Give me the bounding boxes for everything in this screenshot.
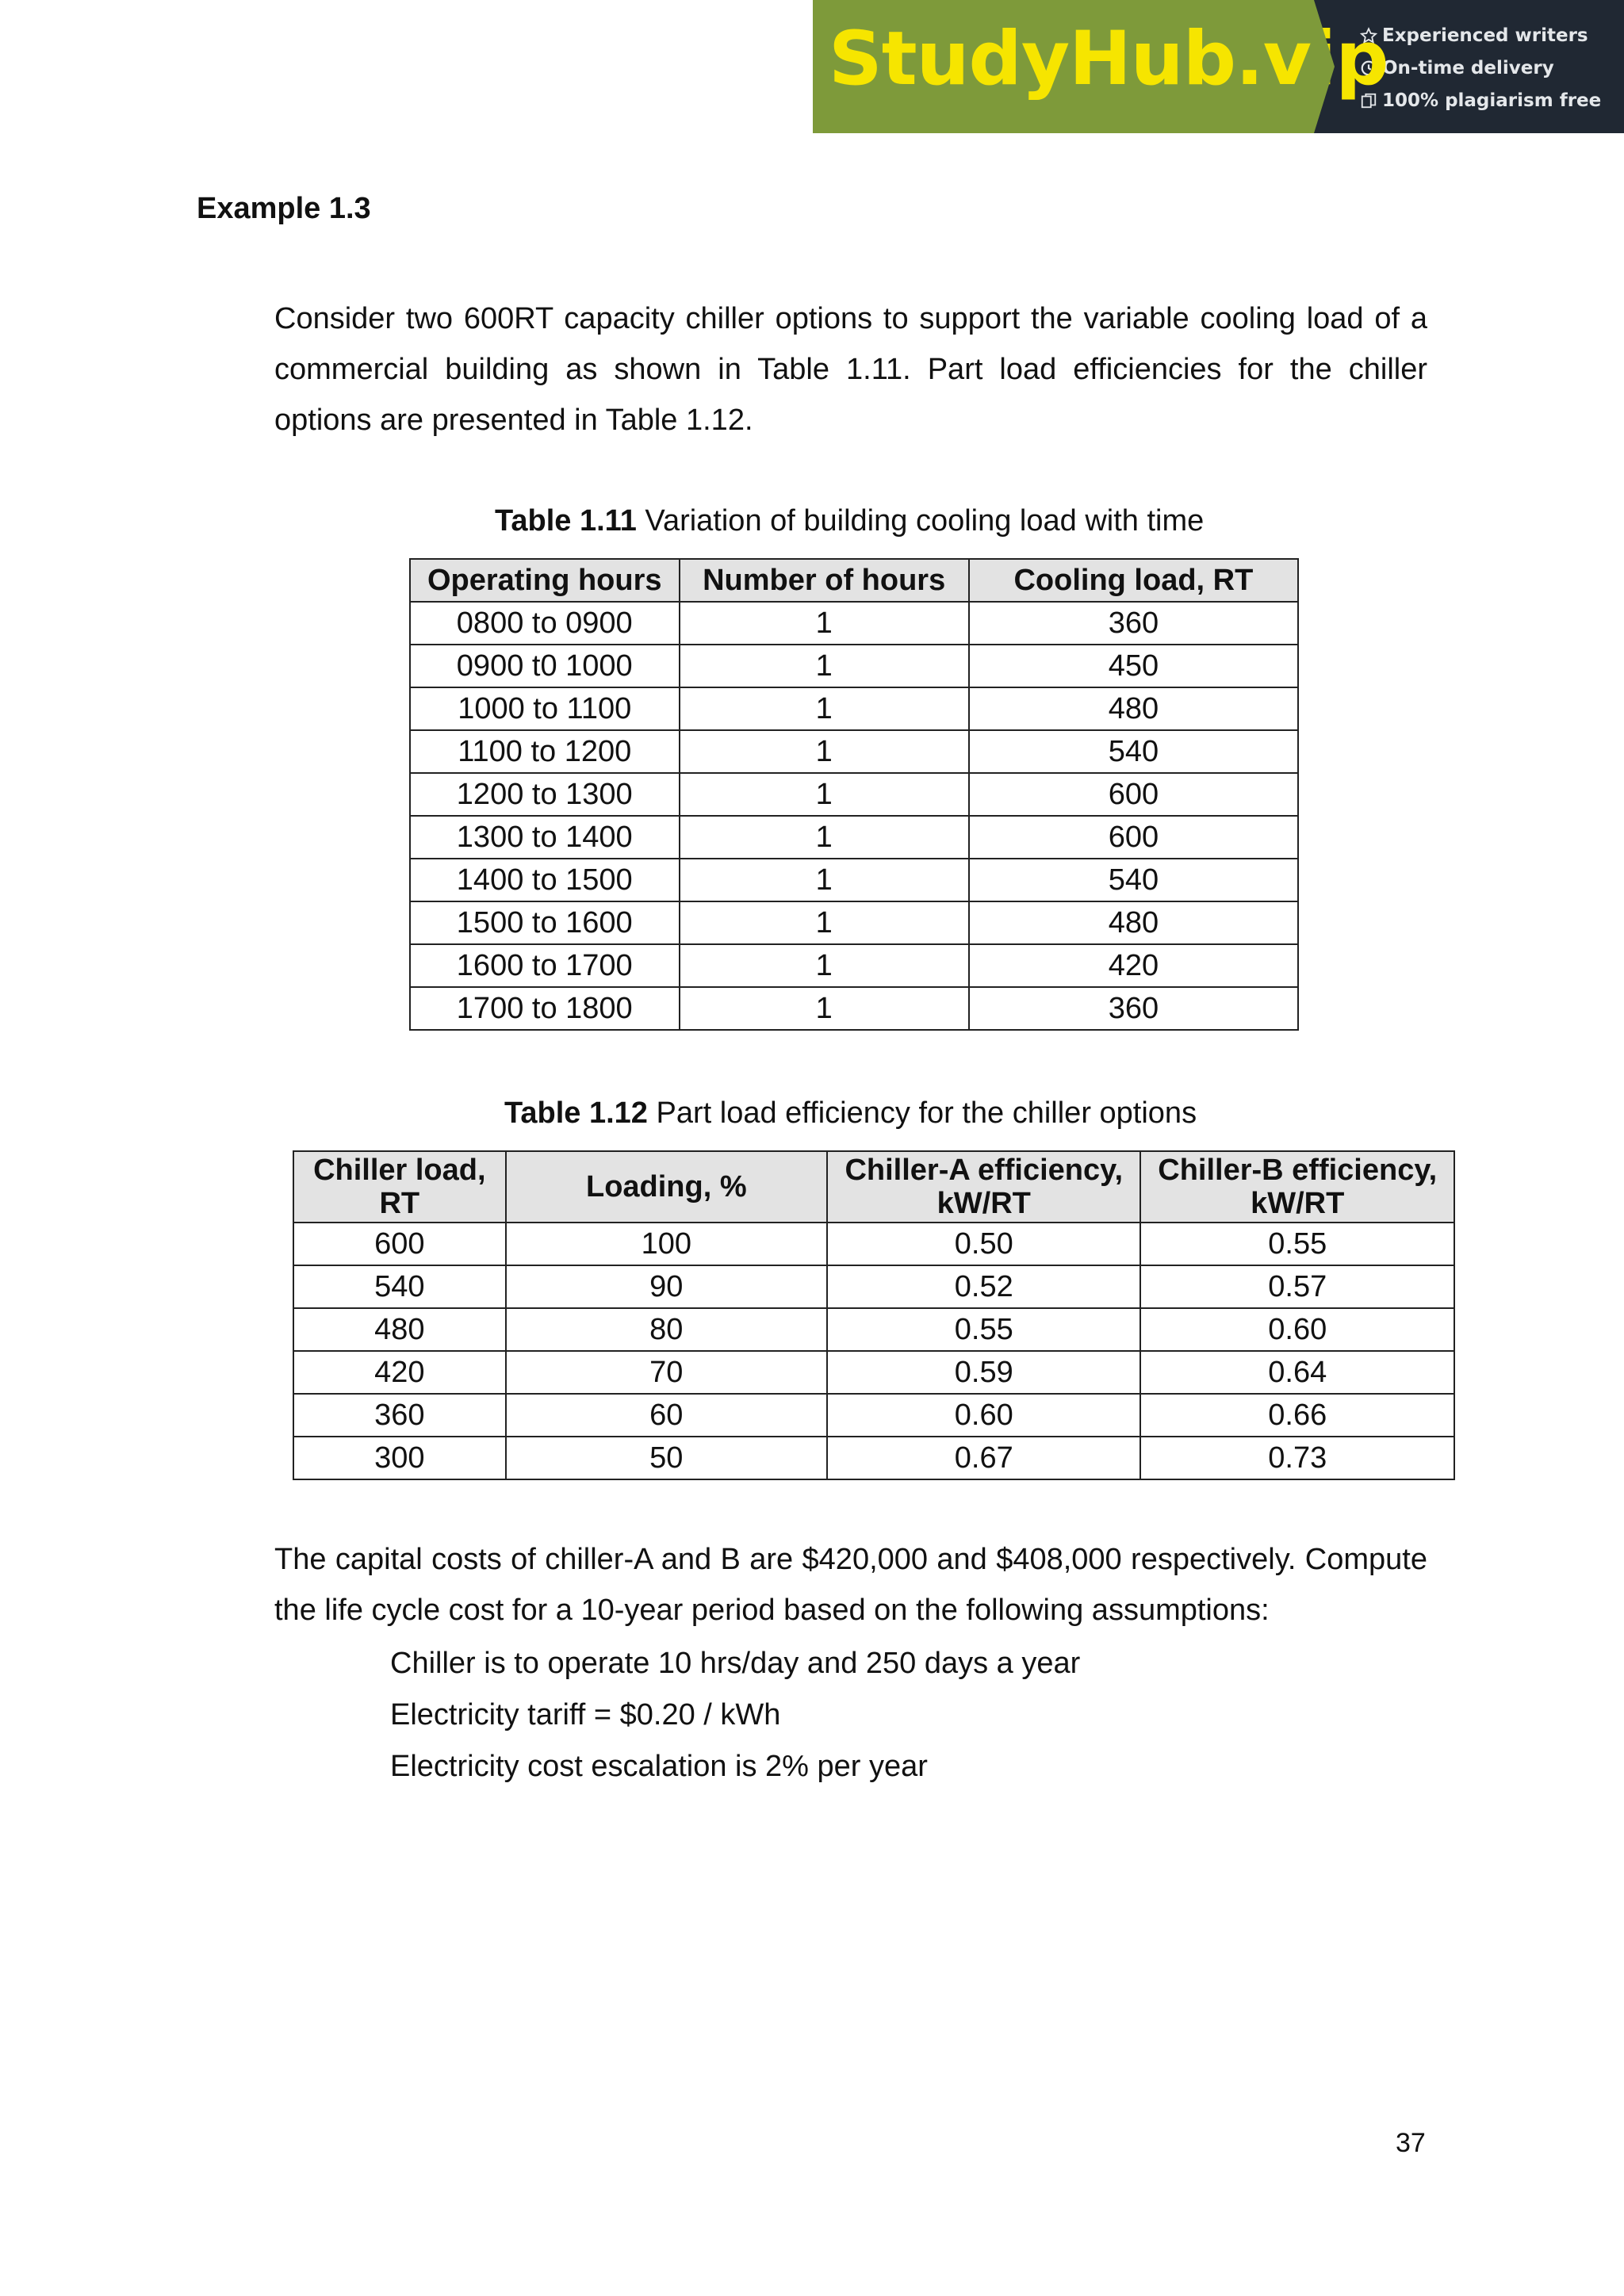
table-row	[410, 645, 1298, 687]
table-cell: 50	[506, 1437, 827, 1479]
table-cell: 70	[506, 1351, 827, 1394]
table-row	[293, 1351, 1454, 1394]
table-cell: 1	[680, 645, 969, 687]
table-row	[293, 1223, 1454, 1265]
table-cell: 100	[506, 1223, 827, 1265]
caption-label: Table 1.12	[504, 1096, 648, 1130]
intro-paragraph: Consider two 600RT capacity chiller options to support the variable cooling load of a commercial building as shown in Table 1.11. Part load efficiencies for the chiller options are presented in Table 1.12.	[274, 302, 1427, 437]
table-cell: 0800 to 0900	[410, 602, 680, 645]
table-cell: 600	[969, 773, 1298, 816]
table-cell: 1	[680, 730, 969, 773]
feature-on-time-delivery	[1360, 52, 1624, 84]
example-heading: Example 1.3	[197, 192, 371, 225]
table-1-12-caption	[504, 1096, 1197, 1131]
feature-plagiarism-free	[1360, 84, 1624, 117]
studyhub-logo[interactable]: StudyHub.vip	[829, 16, 1388, 102]
table-cell: 600	[293, 1223, 506, 1265]
table-cell: 1	[680, 859, 969, 901]
banner-logo-panel	[813, 0, 1388, 133]
column-header-chiller-load: Chiller load, RT	[293, 1151, 506, 1223]
table-cell: 1200 to 1300	[410, 773, 680, 816]
feature-label: Experienced writers	[1382, 25, 1588, 46]
table-row	[410, 987, 1298, 1030]
table-row	[410, 773, 1298, 816]
table-cell: 480	[969, 687, 1298, 730]
table-cell: 0.57	[1140, 1265, 1454, 1308]
column-header-chiller-b: Chiller-B efficiency, kW/RT	[1140, 1151, 1454, 1223]
table-cell: 0.52	[827, 1265, 1140, 1308]
table-cell: 420	[293, 1351, 506, 1394]
table-row	[410, 816, 1298, 859]
feature-label: 100% plagiarism free	[1382, 90, 1602, 111]
table-cell: 360	[969, 602, 1298, 645]
feature-experienced-writers	[1360, 19, 1624, 52]
table-cell: 1	[680, 773, 969, 816]
table-cell: 0.60	[1140, 1308, 1454, 1351]
caption-text: Variation of building cooling load with time	[645, 504, 1205, 538]
table-row	[410, 944, 1298, 987]
table-1-11-caption	[495, 504, 1204, 538]
table-cell: 0.67	[827, 1437, 1140, 1479]
table-row	[293, 1308, 1454, 1351]
table-cell: 0.59	[827, 1351, 1140, 1394]
table-cell: 1700 to 1800	[410, 987, 680, 1030]
table-cell: 1100 to 1200	[410, 730, 680, 773]
column-header-loading: Loading, %	[506, 1151, 827, 1223]
column-header: Operating hours	[410, 559, 680, 602]
table-cell: 1	[680, 816, 969, 859]
table-cell: 0.55	[1140, 1223, 1454, 1265]
table-cell: 0.66	[1140, 1394, 1454, 1437]
table-cell: 1000 to 1100	[410, 687, 680, 730]
table-cell: 0.60	[827, 1394, 1140, 1437]
table-row	[410, 859, 1298, 901]
table-cell: 0.64	[1140, 1351, 1454, 1394]
table-cell: 1600 to 1700	[410, 944, 680, 987]
feature-label: On-time delivery	[1382, 57, 1554, 78]
table-cell: 360	[969, 987, 1298, 1030]
table-cell: 540	[969, 859, 1298, 901]
closing-paragraph: The capital costs of chiller-A and B are $420,000 and $408,000 respectively. Compute the life cycle cost for a 10-year period based on the following assumptions:	[274, 1543, 1427, 1627]
table-cell: 80	[506, 1308, 827, 1351]
column-header: Number of hours	[680, 559, 969, 602]
caption-text: Part load efficiency for the chiller options	[656, 1096, 1197, 1130]
table-cell: 0900 t0 1000	[410, 645, 680, 687]
table-cell: 420	[969, 944, 1298, 987]
table-cell: 480	[293, 1308, 506, 1351]
table-cell: 1	[680, 987, 969, 1030]
table-row	[410, 730, 1298, 773]
table-cell: 60	[506, 1394, 827, 1437]
banner-arrow	[1314, 0, 1335, 133]
page-number: 37	[1396, 2128, 1426, 2158]
table-cell: 1300 to 1400	[410, 816, 680, 859]
table-header-row	[293, 1151, 1454, 1223]
caption-label: Table 1.11	[495, 504, 637, 538]
assumption-operating-hours: Chiller is to operate 10 hrs/day and 250 days a year	[390, 1647, 1081, 1680]
table-row	[293, 1265, 1454, 1308]
table-cell: 300	[293, 1437, 506, 1479]
cooling-load-table	[409, 558, 1299, 1031]
table-row	[293, 1437, 1454, 1479]
column-header: Cooling load, RT	[969, 559, 1298, 602]
table-cell: 1400 to 1500	[410, 859, 680, 901]
table-cell: 1	[680, 901, 969, 944]
table-cell: 0.73	[1140, 1437, 1454, 1479]
table-row	[410, 602, 1298, 645]
table-cell: 1	[680, 602, 969, 645]
table-row	[293, 1394, 1454, 1437]
table-cell: 540	[969, 730, 1298, 773]
table-cell: 90	[506, 1265, 827, 1308]
table-cell: 1	[680, 687, 969, 730]
table-cell: 450	[969, 645, 1298, 687]
column-header-chiller-a: Chiller-A efficiency, kW/RT	[827, 1151, 1140, 1223]
assumption-cost-escalation: Electricity cost escalation is 2% per year	[390, 1750, 928, 1783]
table-cell: 540	[293, 1265, 506, 1308]
assumption-electricity-tariff: Electricity tariff = $0.20 / kWh	[390, 1698, 781, 1732]
table-cell: 600	[969, 816, 1298, 859]
table-cell: 0.50	[827, 1223, 1140, 1265]
chiller-efficiency-table	[293, 1150, 1455, 1480]
table-cell: 360	[293, 1394, 506, 1437]
table-cell: 1500 to 1600	[410, 901, 680, 944]
table-row	[410, 901, 1298, 944]
table-cell: 0.55	[827, 1308, 1140, 1351]
studyhub-banner	[813, 0, 1624, 133]
table-row	[410, 687, 1298, 730]
table-header-row	[410, 559, 1298, 602]
table-cell: 480	[969, 901, 1298, 944]
table-cell: 1	[680, 944, 969, 987]
